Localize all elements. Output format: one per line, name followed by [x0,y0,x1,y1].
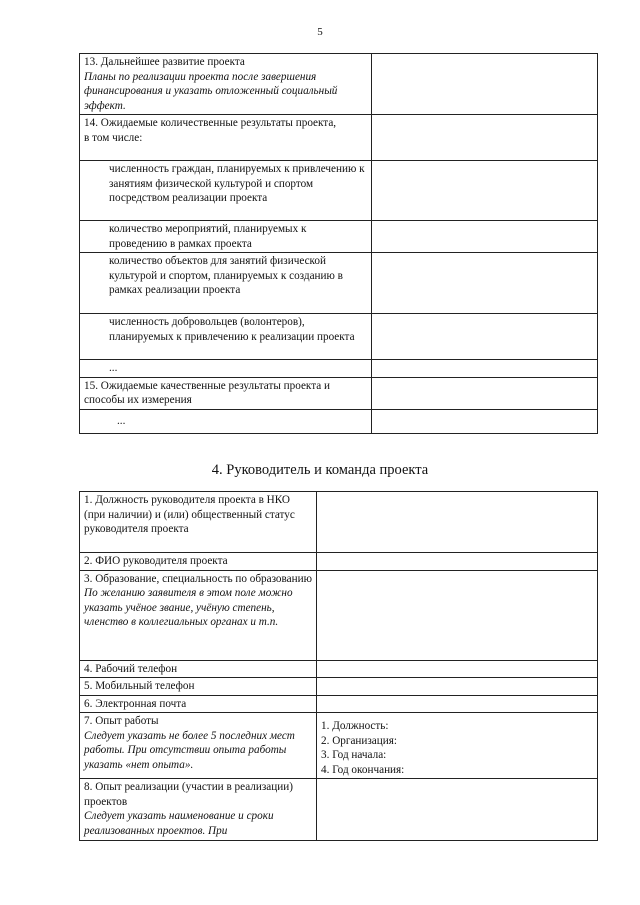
table-cell-label: ... [80,360,372,378]
table-cell-label [80,713,317,779]
row-label: 13. Дальнейшее развитие проекта [84,56,245,68]
row-label: 8. Опыт реализации (участии в реализации) проектов [84,781,293,808]
table-row [80,660,598,678]
table-cell-label [80,115,372,161]
table-cell-label: численность граждан, планируемых к привлечению к занятиям физической культурой и спортом посредством реализации проекта [80,161,372,221]
table-cell-value[interactable] [372,221,598,253]
end-year-field-label: 4. Год окончания: [321,763,405,776]
table-row [80,409,598,433]
row-label: 3. Образование, специальность по образованию [84,572,312,585]
table-row [80,553,598,571]
table-cell-value[interactable] [317,713,598,779]
row-label: 14. Ожидаемые количественные результаты проекта, [84,117,337,129]
table-row [80,54,598,115]
table-cell-label: количество объектов для занятий физической культурой и спортом, планируемых к созданию в рамках реализации проекта [80,253,372,314]
section-title: 4. Руководитель и команда проекта [211,462,429,478]
table-cell-label [80,779,317,841]
table-cell-value[interactable] [372,161,598,221]
table-cell-value[interactable] [317,492,598,553]
row-note: Следует указать не более 5 последних мест работы. При отсутствии опыта работы указать «нет опыта». [84,729,295,771]
table-cell-label: 2. ФИО руководителя проекта [80,553,317,571]
table-row [80,360,598,378]
table-cell-label: численность добровольцев (волонтеров), планируемых к привлечению к реализации проекта [80,314,372,360]
position-field-label: 1. Должность: [321,720,389,732]
table-cell-value[interactable] [372,314,598,360]
table-cell-label: ... [80,409,372,433]
table-cell-value[interactable] [372,360,598,378]
table-cell-value[interactable] [317,695,598,713]
project-team-table [79,491,598,841]
table-row [80,695,598,713]
table-cell-value[interactable] [317,570,598,660]
table-cell-label: 4. Рабочий телефон [80,660,317,678]
table-cell-label: 15. Ожидаемые качественные результаты проекта и способы их измерения [80,377,372,409]
table-cell-value[interactable] [372,253,598,314]
table-row [80,253,598,314]
table-cell-label [80,570,317,660]
row-note: Планы по реализации проекта после завершения финансирования и указать отложенный социальный эффект. [84,70,338,112]
table-row [80,678,598,696]
table-row [80,570,598,660]
table-row [80,713,598,779]
table-cell-label: 6. Электронная почта [80,695,317,713]
table-cell-value[interactable] [372,377,598,409]
table-cell-value[interactable] [372,115,598,161]
table-cell-value[interactable] [372,54,598,115]
table-cell-label: 1. Должность руководителя проекта в НКО (при наличии) и (или) общественный статус руководителя проекта [80,492,317,553]
table-cell-label: количество мероприятий, планируемых к проведению в рамках проекта [80,221,372,253]
table-row [80,314,598,360]
row-note: Следует указать наименование и сроки реализованных проектов. При [84,810,274,837]
table-row [80,161,598,221]
row-sublabel: в том числе: [84,131,143,144]
project-results-table [79,53,598,434]
page-number: 5 [317,26,323,38]
table-row [80,779,598,841]
table-cell-label: 5. Мобильный телефон [80,678,317,696]
start-year-field-label: 3. Год начала: [321,749,387,761]
table-cell-value[interactable] [317,553,598,571]
table-row [80,492,598,553]
table-row [80,377,598,409]
row-label: 7. Опыт работы [84,715,159,727]
organization-field-label: 2. Организация: [321,734,398,747]
table-cell-value[interactable] [317,678,598,696]
table-cell-value[interactable] [317,660,598,678]
row-note: По желанию заявителя в этом поле можно указать учёное звание, учёную степень, членство в коллегиальных органах и т.п. [84,587,293,628]
table-row [80,115,598,161]
table-cell-value[interactable] [317,779,598,841]
table-row [80,221,598,253]
table-cell-value[interactable] [372,409,598,433]
table-cell-label [80,54,372,115]
